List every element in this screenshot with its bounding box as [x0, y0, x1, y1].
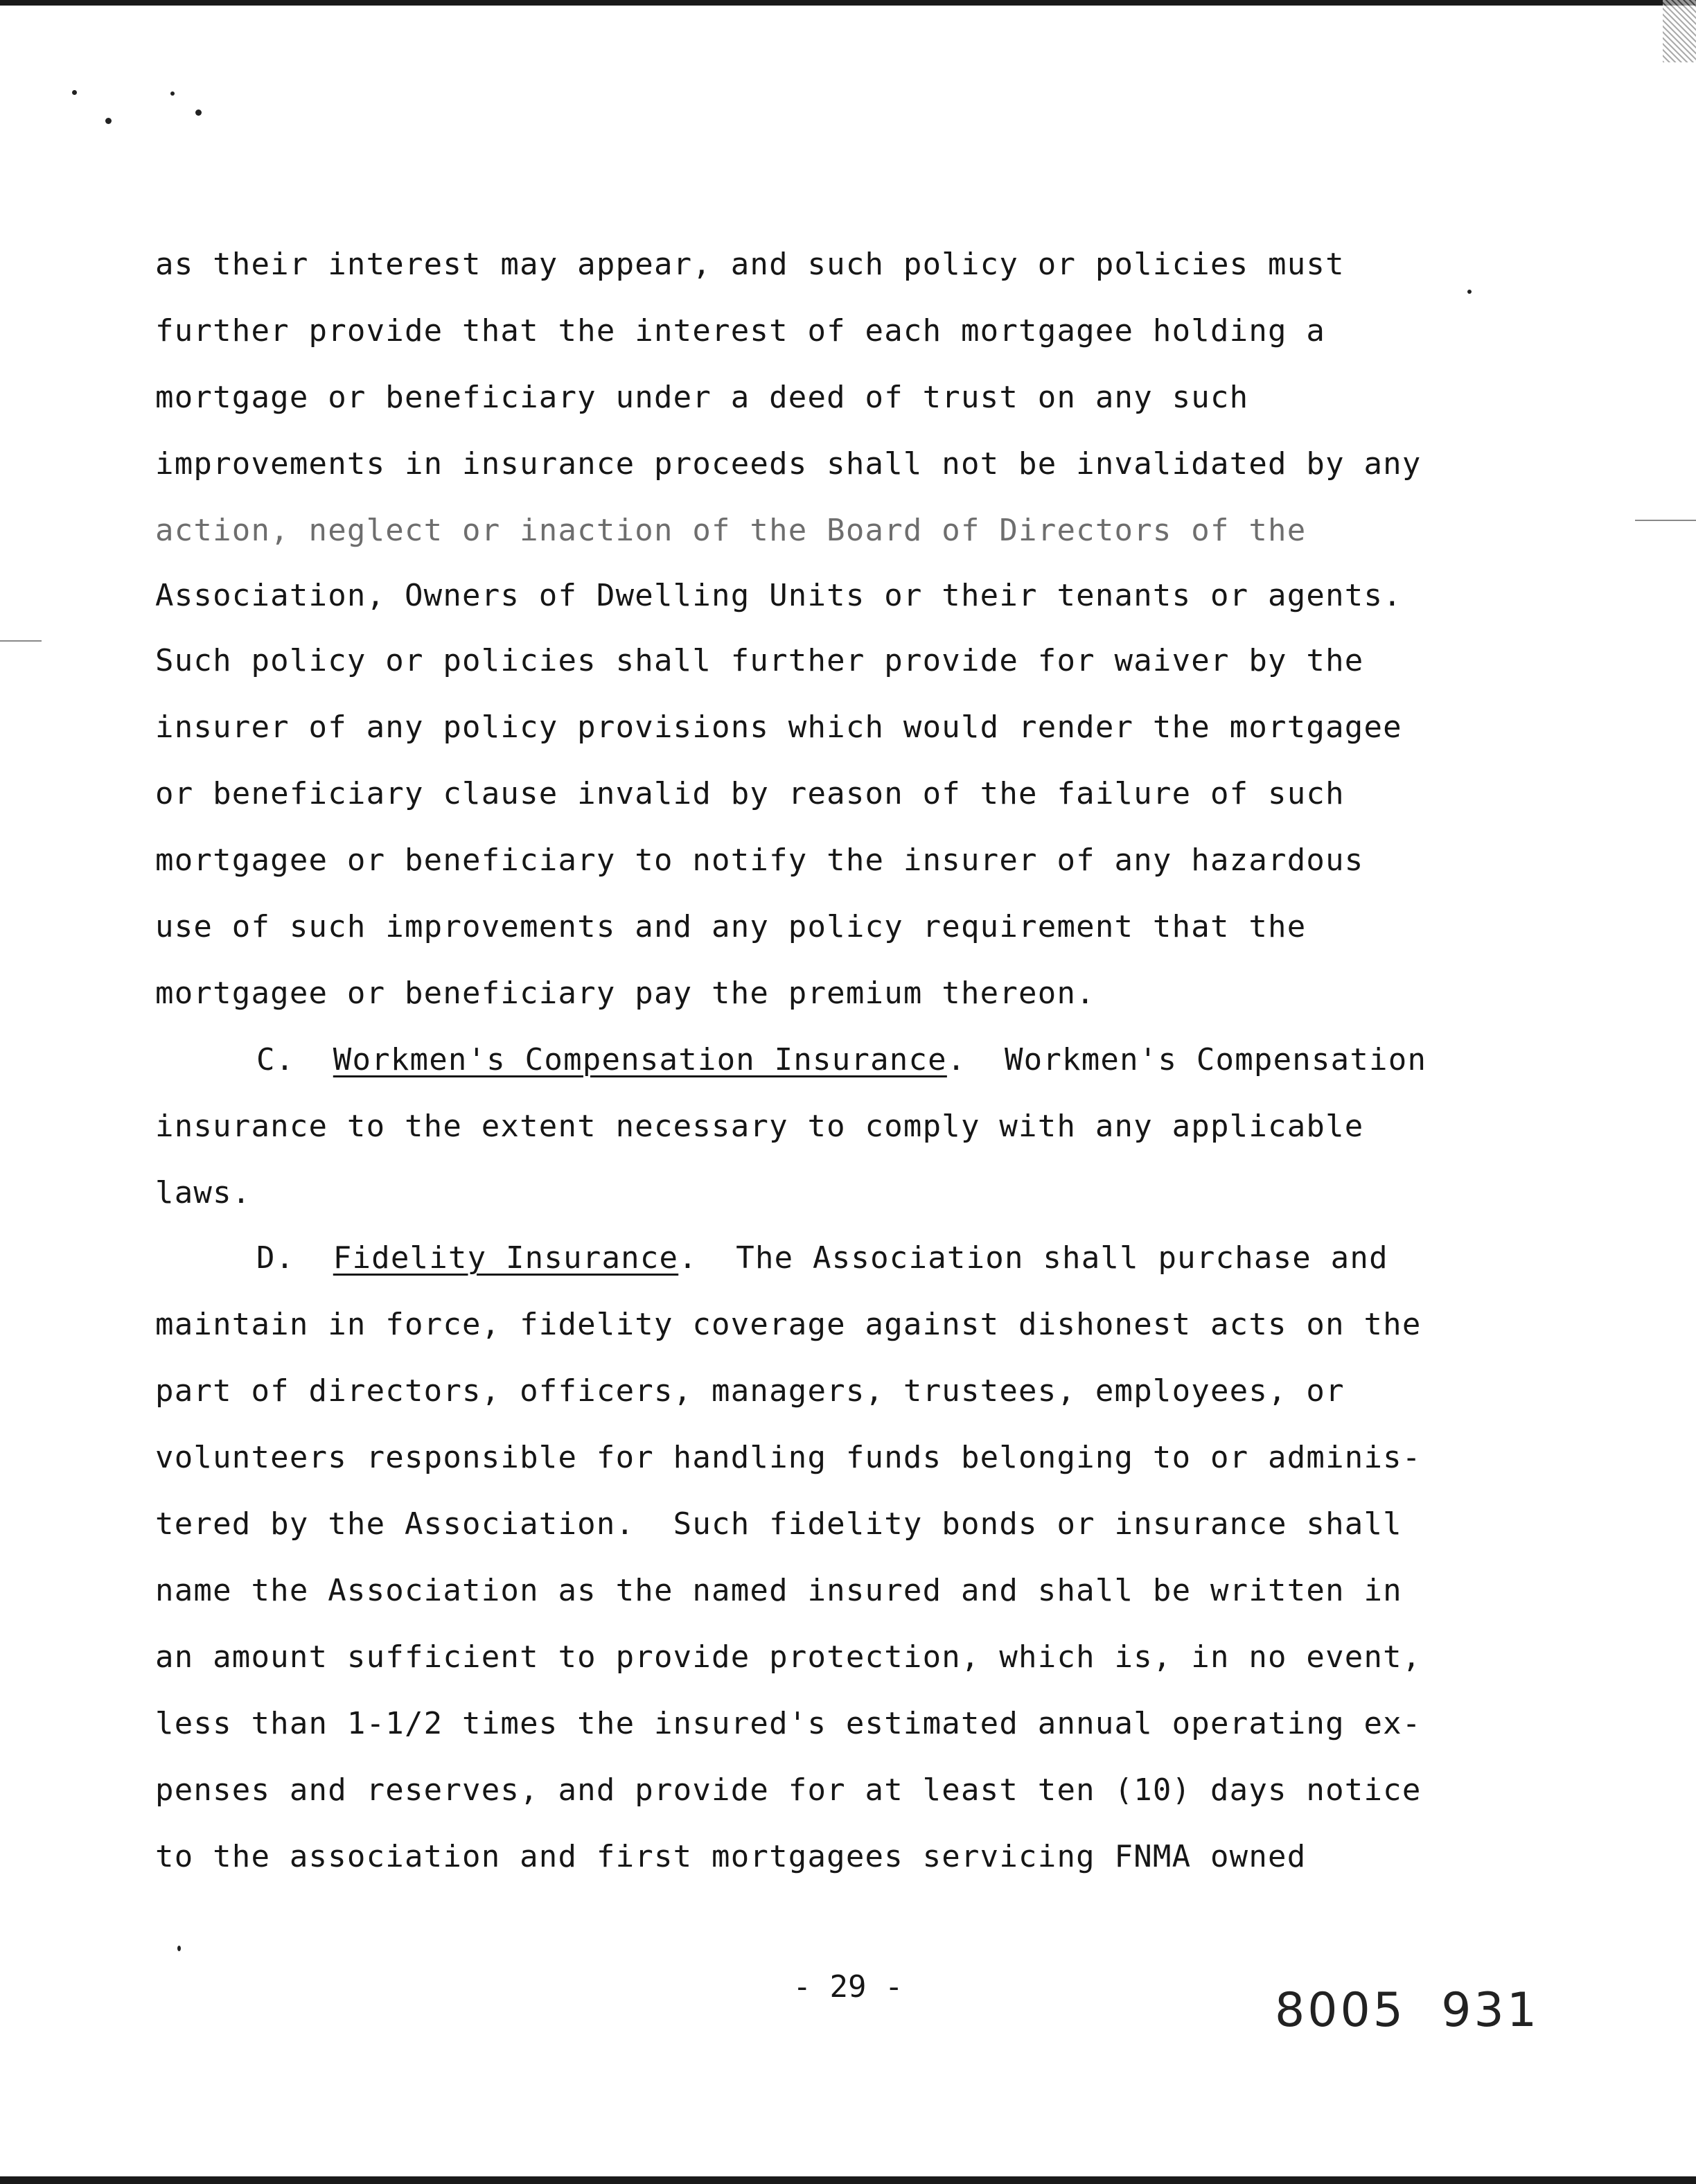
speck	[105, 118, 112, 124]
scan-noise	[1663, 0, 1696, 62]
section-d-title: Fidelity Insurance	[333, 1240, 679, 1276]
text-line: maintain in force, fidelity coverage against dishonest acts on the	[155, 1307, 1422, 1342]
text-line: part of directors, officers, managers, trustees, employees, or	[155, 1373, 1345, 1409]
text-line: use of such improvements and any policy requirement that the	[155, 909, 1307, 944]
section-c-heading-line	[256, 1039, 1426, 1081]
scan-mark	[1635, 520, 1696, 521]
document-code: 8005 931	[1275, 1983, 1540, 2038]
text-line: insurer of any policy provisions which would render the mortgagee	[155, 710, 1402, 745]
text-line: volunteers responsible for handling funds belonging to or adminis-	[155, 1440, 1422, 1475]
text-line: less than 1-1/2 times the insured's estimated annual operating ex-	[155, 1706, 1422, 1741]
section-c-title: Workmen's Compensation Insurance	[333, 1042, 947, 1077]
text-line: an amount sufficient to provide protection, which is, in no event,	[155, 1639, 1422, 1675]
text-line: tered by the Association. Such fidelity bonds or insurance shall	[155, 1506, 1402, 1542]
text-line: action, neglect or inaction of the Board of Directors of the	[155, 513, 1307, 548]
section-c-label: C.	[256, 1042, 295, 1077]
section-d-first-line: . The Association shall purchase and	[678, 1240, 1388, 1276]
text-line: to the association and first mortgagees servicing FNMA owned	[155, 1839, 1307, 1874]
speck	[177, 1946, 181, 1951]
section-c-first-line: . Workmen's Compensation	[946, 1042, 1427, 1077]
text-line: Such policy or policies shall further provide for waiver by the	[155, 643, 1364, 678]
scan-mark	[0, 640, 42, 642]
text-line: Association, Owners of Dwelling Units or their tenants or agents.	[155, 578, 1402, 613]
page-number: - 29 -	[793, 1969, 903, 2005]
text-line: as their interest may appear, and such policy or policies must	[155, 247, 1345, 282]
text-line: mortgage or beneficiary under a deed of trust on any such	[155, 380, 1249, 415]
scan-edge-bottom	[0, 2176, 1696, 2184]
section-d-label: D.	[256, 1240, 295, 1276]
text-line: name the Association as the named insured and shall be written in	[155, 1573, 1402, 1608]
text-line: laws.	[155, 1175, 251, 1210]
speck	[195, 109, 202, 116]
text-line: or beneficiary clause invalid by reason of the failure of such	[155, 776, 1345, 811]
text-line: mortgagee or beneficiary to notify the insurer of any hazardous	[155, 843, 1364, 878]
speck	[1467, 290, 1472, 294]
text-line: mortgagee or beneficiary pay the premium thereon.	[155, 976, 1095, 1011]
text-line: improvements in insurance proceeds shall not be invalidated by any	[155, 446, 1422, 482]
speck	[72, 90, 77, 95]
text-line: penses and reserves, and provide for at least ten (10) days notice	[155, 1772, 1422, 1808]
speck	[170, 91, 175, 96]
text-line: further provide that the interest of each mortgagee holding a	[155, 313, 1326, 349]
section-d-heading-line	[256, 1238, 1388, 1279]
scan-edge-top	[0, 0, 1696, 6]
text-line: insurance to the extent necessary to comply with any applicable	[155, 1109, 1364, 1144]
